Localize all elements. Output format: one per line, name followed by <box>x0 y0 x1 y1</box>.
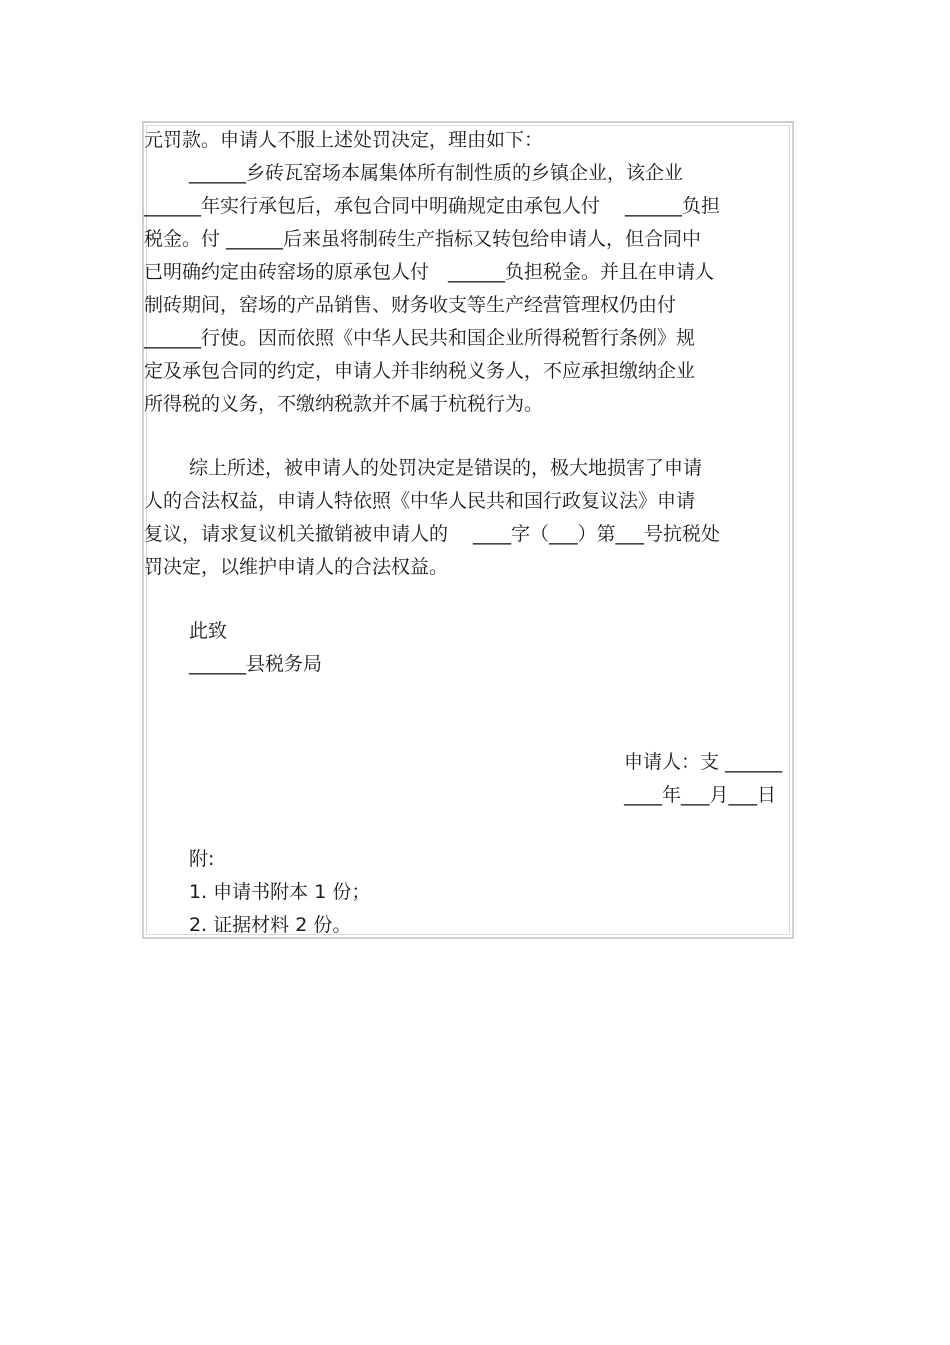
signature-date: ____年___月___日 <box>624 784 777 806</box>
reason-line-1: 元罚款。申请人不服上述处罚决定，理由如下： <box>144 129 544 151</box>
conclusion-line-2: 人的合法权益，申请人特依照《中华人民共和国行政复议法》申请 <box>144 490 696 512</box>
conclusion-line-4: 罚决定，以维护申请人的合法权益。 <box>144 556 449 578</box>
reason-line-8: 定及承包合同的约定，申请人并非纳税义务人，不应承担缴纳企业 <box>144 360 696 382</box>
attachment-item-1: 1. 申请书附本 1 份； <box>189 881 371 903</box>
reason-line-5: 已明确约定由砖窑场的原承包人付 ______负担税金。并且在申请人 <box>144 261 715 283</box>
conclusion-line-1: 综上所述，被申请人的处罚决定是错误的，极大地损害了申请 <box>189 457 703 479</box>
reason-line-7: ______行使。因而依照《中华人民共和国企业所得税暂行条例》规 <box>144 327 696 349</box>
conclusion-line-3: 复议，请求复议机关撤销被申请人的 ____字（___）第___号抗税处 <box>144 523 721 545</box>
reason-line-4: 税金。付 ______后来虽将制砖生产指标又转包给申请人，但合同中 <box>144 228 702 250</box>
attachments-label: 附: <box>189 848 215 870</box>
applicant-signature: 申请人：支 ______ <box>624 751 783 773</box>
salutation: 此致 <box>189 620 228 642</box>
reason-line-3: ______年实行承包后，承包合同中明确规定由承包人付 ______负担 <box>144 195 721 217</box>
reason-line-9: 所得税的义务，不缴纳税款并不属于杭税行为。 <box>144 393 544 415</box>
reason-line-2: ______乡砖瓦窑场本属集体所有制性质的乡镇企业，该企业 <box>189 162 684 184</box>
reason-line-6: 制砖期间，窑场的产品销售、财务收支等生产经营管理权仍由付 <box>144 294 677 316</box>
recipient: ______县税务局 <box>189 653 323 675</box>
attachment-item-2: 2. 证据材料 2 份。 <box>189 914 352 936</box>
